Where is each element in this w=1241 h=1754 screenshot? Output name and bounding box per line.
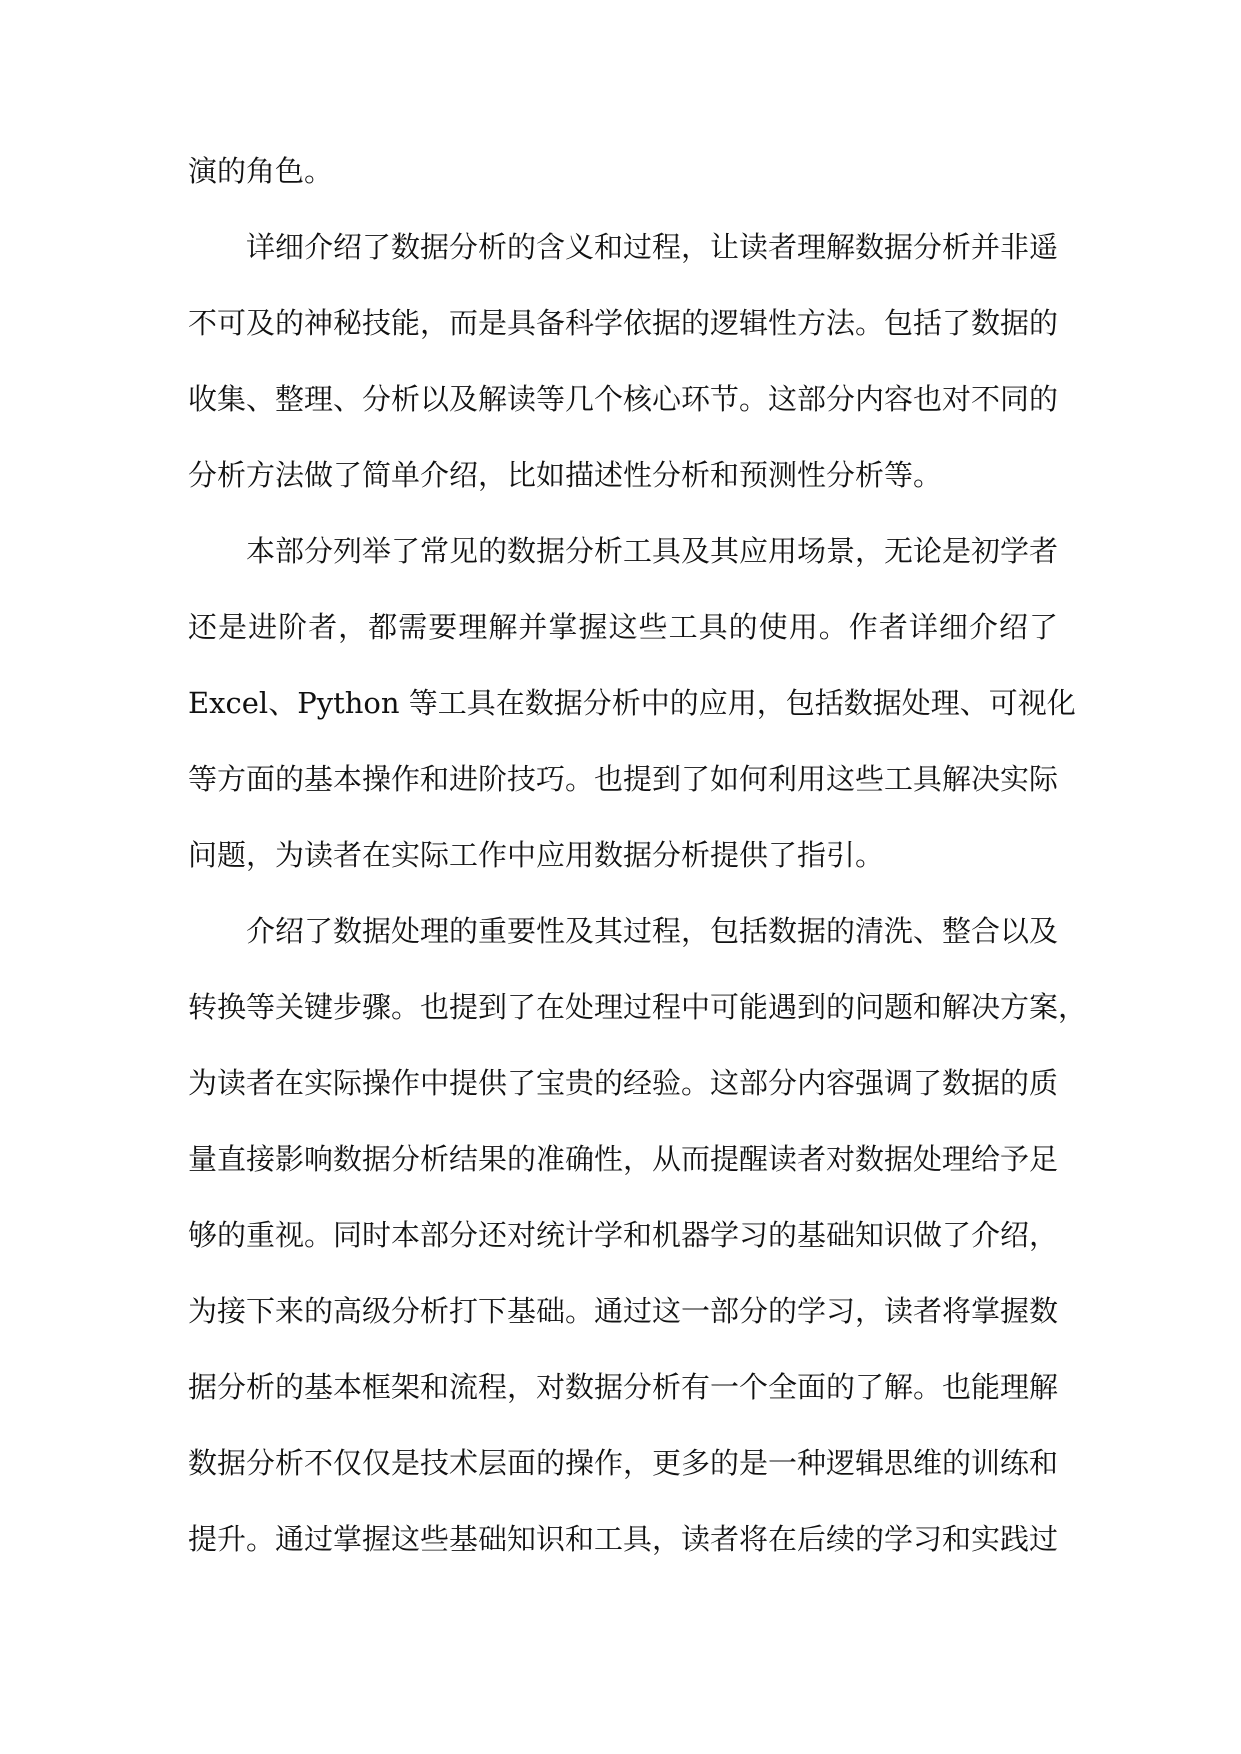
text-line: 本部分列举了常见的数据分析工具及其应用场景，无论是初学者 <box>246 534 1059 568</box>
text-line: 不可及的神秘技能，而是具备科学依据的逻辑性方法。包括了数据的 <box>188 306 1059 340</box>
text-line: 量直接影响数据分析结果的准确性，从而提醒读者对数据处理给予足 <box>188 1142 1059 1176</box>
text-line: 收集、整理、分析以及解读等几个核心环节。这部分内容也对不同的 <box>188 382 1059 416</box>
text-line: 提升。通过掌握这些基础知识和工具，读者将在后续的学习和实践过 <box>188 1522 1059 1556</box>
text-line: 数据分析不仅仅是技术层面的操作，更多的是一种逻辑思维的训练和 <box>188 1446 1059 1480</box>
text-line: 分析方法做了简单介绍，比如描述性分析和预测性分析等。 <box>188 458 943 492</box>
text-line: 详细介绍了数据分析的含义和过程，让读者理解数据分析并非遥 <box>246 230 1059 264</box>
text-line: 介绍了数据处理的重要性及其过程，包括数据的清洗、整合以及 <box>246 914 1059 948</box>
body-text <box>188 143 1088 1587</box>
text-line: 演的角色。 <box>188 154 334 188</box>
text-line: 还是进阶者，都需要理解并掌握这些工具的使用。作者详细介绍了 <box>188 610 1058 644</box>
text-line: 转换等关键步骤。也提到了在处理过程中可能遇到的问题和解决方案， <box>188 990 1088 1024</box>
text-line: 够的重视。同时本部分还对统计学和机器学习的基础知识做了介绍， <box>188 1218 1059 1252</box>
text-line: 问题，为读者在实际工作中应用数据分析提供了指引。 <box>188 838 885 872</box>
text-line: 等方面的基本操作和进阶技巧。也提到了如何利用这些工具解决实际 <box>188 762 1059 796</box>
text-line: Excel、Python 等工具在数据分析中的应用，包括数据处理、可视化 <box>188 686 1076 720</box>
text-line: 为读者在实际操作中提供了宝贵的经验。这部分内容强调了数据的质 <box>188 1066 1059 1100</box>
text-line: 为接下来的高级分析打下基础。通过这一部分的学习，读者将掌握数 <box>188 1294 1059 1328</box>
text-line: 据分析的基本框架和流程，对数据分析有一个全面的了解。也能理解 <box>188 1370 1059 1404</box>
